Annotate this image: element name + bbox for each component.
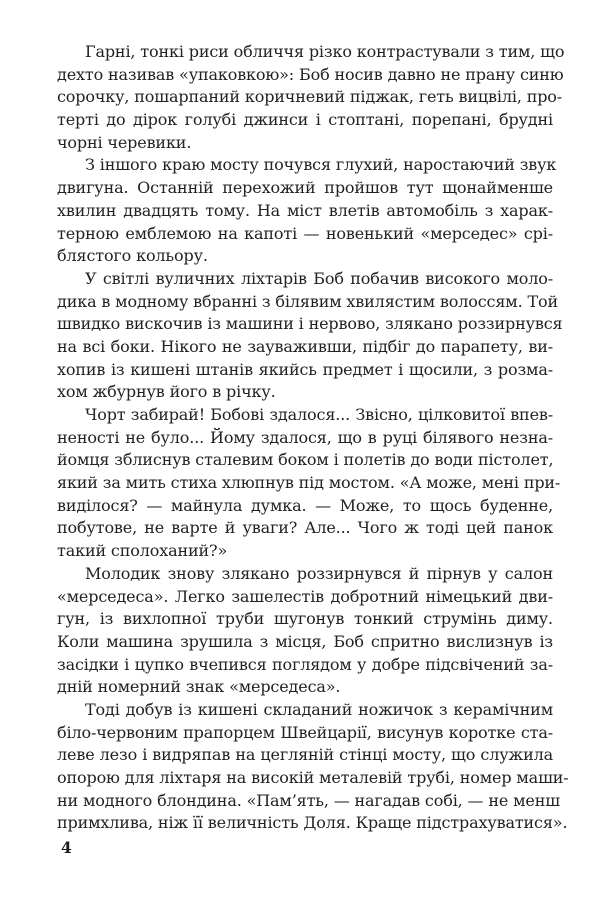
text-line: «мерседеса». Легко зашелестів добротний німецький дви-	[57, 586, 553, 606]
text-line: терті до дірок голубі джинси і стоптані, порепані, брудні	[57, 110, 553, 130]
text-line: Тоді добув із кишені складаний ножичок з керамічним	[85, 699, 553, 719]
text-line: дній номерний знак «мерседеса».	[57, 677, 341, 697]
text-line: неності не було... Йому здалося, що в руці білявого незна-	[57, 427, 553, 447]
text-line: гун, із вихлопної труби шугонув тонкий струмінь диму.	[57, 609, 553, 629]
text-line: йомця зблиснув сталевим боком і полетів до води пістолет,	[57, 450, 554, 470]
text-line: хопив із кишені штанів якийсь предмет і щосили, з розма-	[57, 359, 553, 379]
text-line: Чорт забирай! Бобові здалося... Звісно, цілковитої впев-	[85, 405, 553, 424]
paragraph	[57, 268, 563, 404]
text-line: блястого кольору.	[57, 246, 208, 266]
text-line: дехто називав «упаковкою»: Боб носив давно не прану синю	[57, 64, 564, 84]
text-line: на всі боки. Нікого не зауваживши, підбіг до парапету, ви-	[57, 336, 553, 356]
text-line: опорою для ліхтаря на високій металевій трубі, номер маши-	[57, 768, 569, 787]
text-line: хвилин двадцять тому. На міст влетів автомобіль з харак-	[57, 200, 553, 220]
page-number: 4	[61, 838, 72, 857]
text-line: дика в модному вбранні з білявим хвилястим волоссям. Той	[57, 291, 558, 311]
paragraph	[57, 563, 553, 699]
text-line: такий сполоханий?»	[57, 541, 228, 561]
text-line: У світлі вуличних ліхтарів Боб побачив високого моло-	[85, 268, 553, 288]
text-line: засідки і цупко вчепився поглядом у добре підсвічений за-	[57, 654, 553, 674]
text-line: чорні черевики.	[57, 132, 192, 152]
text-line: який за мить стиха хлюпнув під мостом. «А може, мені при-	[57, 473, 561, 493]
paragraph	[57, 154, 557, 267]
text-line: З іншого краю мосту почувся глухий, наростаючий звук	[85, 155, 557, 175]
text-line: виділося? — майнула думка. — Може, то щось буденне,	[57, 495, 553, 515]
text-line: примхлива, ніж її величність Доля. Краще підстрахуватися».	[57, 813, 568, 833]
text-line: двигуна. Останній перехожий пройшов тут щонайменше	[57, 178, 553, 198]
text-line: побутове, не варте й уваги? Але... Чого ж тоді цей панок	[57, 518, 553, 538]
text-block	[57, 41, 569, 835]
text-line: Коли машина зрушила з місця, Боб спритно вислизнув із	[57, 631, 553, 651]
text-line: Молодик знову злякано роззирнувся й пірнув у салон	[85, 563, 553, 583]
text-line: Гарні, тонкі риси обличчя різко контрастували з тим, що	[85, 42, 565, 61]
text-line: сорочку, пошарпаний коричневий піджак, геть вицвілі, про-	[57, 87, 563, 107]
paragraph	[57, 41, 565, 154]
text-line: терною емблемою на капоті — новенький «мерседес» срі-	[57, 223, 553, 243]
paragraph	[57, 404, 561, 563]
paragraph	[57, 699, 569, 835]
text-line: ни модного блондина. «Пам’ять, — нагадав собі, — не менш	[57, 790, 560, 810]
text-line: хом жбурнув його в річку.	[57, 382, 276, 402]
text-line: біло-червоним прапорцем Швейцарії, висунув коротке ста-	[57, 722, 553, 742]
text-line: леве лезо і видряпав на цегляній стінці мосту, що служила	[57, 745, 553, 765]
text-line: швидко вискочив із машини і нервово, злякано роззирнувся	[57, 314, 563, 334]
